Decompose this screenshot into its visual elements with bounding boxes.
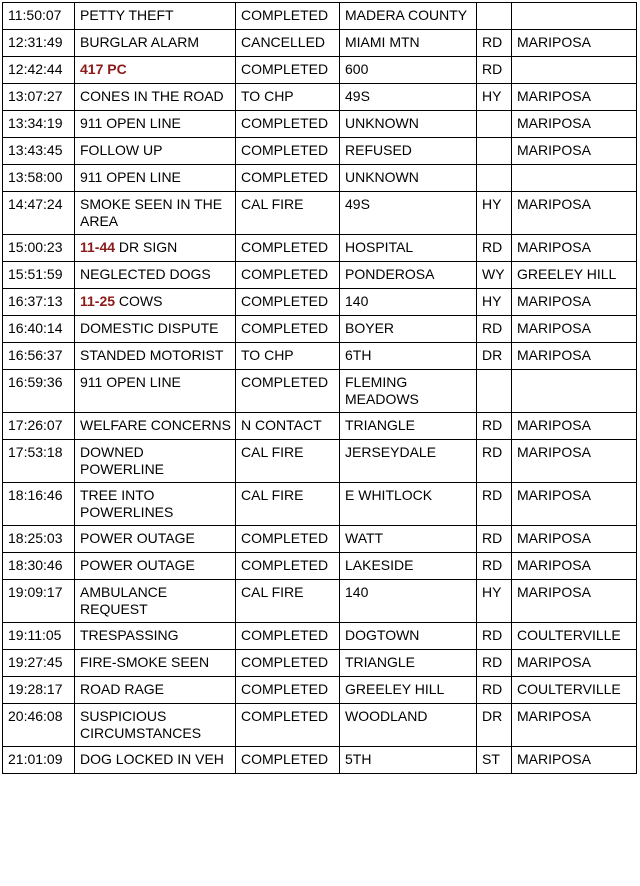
time-cell: 12:31:49 [3,30,75,57]
type-cell: RD [477,623,512,650]
city-cell: MARIPOSA [512,111,637,138]
city-cell [512,370,637,413]
status-cell: CANCELLED [236,30,340,57]
status-cell: COMPLETED [236,138,340,165]
location-cell: WOODLAND [340,704,477,747]
time-cell: 11:50:07 [3,3,75,30]
table-row [3,526,637,553]
incident-text: DOWNED POWERLINE [80,444,165,477]
location-cell: LAKESIDE [340,553,477,580]
incident-text: FIRE-SMOKE SEEN [80,654,210,670]
location-cell: 6TH [340,343,477,370]
incident-cell [75,370,236,413]
location-cell: MIAMI MTN [340,30,477,57]
incident-cell [75,343,236,370]
time-cell: 14:47:24 [3,192,75,235]
city-cell: MARIPOSA [512,526,637,553]
table-row [3,370,637,413]
time-cell: 19:09:17 [3,580,75,623]
type-cell: WY [477,262,512,289]
incident-text: DOMESTIC DISPUTE [80,320,219,336]
location-cell: 49S [340,84,477,111]
incident-cell [75,677,236,704]
incident-cell [75,3,236,30]
city-cell: MARIPOSA [512,343,637,370]
location-cell: UNKNOWN [340,111,477,138]
incident-text: DOG LOCKED IN VEH [80,751,224,767]
time-cell: 20:46:08 [3,704,75,747]
status-cell: CAL FIRE [236,440,340,483]
status-cell: COMPLETED [236,289,340,316]
city-cell: MARIPOSA [512,235,637,262]
location-cell: HOSPITAL [340,235,477,262]
status-cell: COMPLETED [236,262,340,289]
incident-cell [75,483,236,526]
time-cell: 16:56:37 [3,343,75,370]
city-cell: MARIPOSA [512,747,637,774]
city-cell: MARIPOSA [512,553,637,580]
city-cell [512,57,637,84]
location-cell: 600 [340,57,477,84]
city-cell: MARIPOSA [512,192,637,235]
time-cell: 19:11:05 [3,623,75,650]
type-cell [477,165,512,192]
incident-cell [75,553,236,580]
incident-text: BURGLAR ALARM [80,34,200,50]
incident-text: ROAD RAGE [80,681,165,697]
incident-text: FOLLOW UP [80,142,163,158]
status-cell: COMPLETED [236,235,340,262]
incident-code: 11-25 [80,293,116,309]
time-cell: 13:34:19 [3,111,75,138]
status-cell: COMPLETED [236,3,340,30]
table-row [3,440,637,483]
city-cell: COULTERVILLE [512,677,637,704]
incident-text: TREE INTO POWERLINES [80,487,174,520]
location-cell: REFUSED [340,138,477,165]
type-cell [477,111,512,138]
city-cell: MARIPOSA [512,650,637,677]
incident-code: 11-44 [80,239,116,255]
location-cell: JERSEYDALE [340,440,477,483]
table-row [3,235,637,262]
status-cell: COMPLETED [236,704,340,747]
location-cell: TRIANGLE [340,650,477,677]
status-cell: CAL FIRE [236,483,340,526]
city-cell: MARIPOSA [512,289,637,316]
incident-text: TRESPASSING [80,627,179,643]
status-cell: COMPLETED [236,650,340,677]
incident-text: PETTY THEFT [80,7,174,23]
incident-cell [75,580,236,623]
table-row [3,553,637,580]
type-cell: HY [477,84,512,111]
incident-text: DR SIGN [115,239,178,255]
incident-text: 911 OPEN LINE [80,115,181,131]
incident-log-body [3,3,637,774]
table-row [3,343,637,370]
incident-text: WELFARE CONCERNS [80,417,231,433]
incident-cell [75,111,236,138]
table-row [3,483,637,526]
location-cell: PONDEROSA [340,262,477,289]
city-cell: MARIPOSA [512,580,637,623]
type-cell: HY [477,289,512,316]
location-cell: 49S [340,192,477,235]
status-cell: COMPLETED [236,57,340,84]
time-cell: 17:53:18 [3,440,75,483]
city-cell: MARIPOSA [512,84,637,111]
city-cell: MARIPOSA [512,30,637,57]
time-cell: 18:30:46 [3,553,75,580]
incident-text: STANDED MOTORIST [80,347,224,363]
type-cell: RD [477,316,512,343]
time-cell: 12:42:44 [3,57,75,84]
type-cell: RD [477,57,512,84]
incident-cell [75,526,236,553]
status-cell: COMPLETED [236,316,340,343]
time-cell: 21:01:09 [3,747,75,774]
location-cell: 5TH [340,747,477,774]
table-row [3,413,637,440]
location-cell: MADERA COUNTY [340,3,477,30]
table-row [3,30,637,57]
time-cell: 15:00:23 [3,235,75,262]
city-cell: MARIPOSA [512,483,637,526]
city-cell: MARIPOSA [512,440,637,483]
incident-text: POWER OUTAGE [80,557,195,573]
incident-text: CONES IN THE ROAD [80,88,224,104]
table-row [3,677,637,704]
incident-cell [75,704,236,747]
table-row [3,165,637,192]
city-cell: COULTERVILLE [512,623,637,650]
table-row [3,580,637,623]
status-cell: N CONTACT [236,413,340,440]
table-row [3,316,637,343]
incident-cell [75,747,236,774]
incident-text: SUSPICIOUS CIRCUMSTANCES [80,708,202,741]
time-cell: 16:37:13 [3,289,75,316]
status-cell: COMPLETED [236,553,340,580]
type-cell: DR [477,343,512,370]
type-cell: DR [477,704,512,747]
status-cell: CAL FIRE [236,580,340,623]
incident-text: POWER OUTAGE [80,530,195,546]
incident-cell [75,84,236,111]
status-cell: COMPLETED [236,747,340,774]
incident-cell [75,440,236,483]
type-cell: RD [477,440,512,483]
time-cell: 19:27:45 [3,650,75,677]
type-cell: RD [477,30,512,57]
location-cell: DOGTOWN [340,623,477,650]
incident-text: 911 OPEN LINE [80,169,181,185]
time-cell: 13:43:45 [3,138,75,165]
incident-cell [75,623,236,650]
table-row [3,3,637,30]
type-cell [477,370,512,413]
time-cell: 13:58:00 [3,165,75,192]
city-cell: MARIPOSA [512,138,637,165]
incident-code: 417 PC [80,61,127,77]
incident-cell [75,30,236,57]
status-cell: COMPLETED [236,526,340,553]
type-cell: RD [477,677,512,704]
status-cell: TO CHP [236,343,340,370]
location-cell: TRIANGLE [340,413,477,440]
incident-log-table [2,2,637,774]
incident-cell [75,413,236,440]
time-cell: 16:40:14 [3,316,75,343]
time-cell: 15:51:59 [3,262,75,289]
type-cell [477,138,512,165]
incident-cell [75,650,236,677]
incident-text: 911 OPEN LINE [80,374,181,390]
incident-text: SMOKE SEEN IN THE AREA [80,196,223,229]
table-row [3,111,637,138]
incident-cell [75,262,236,289]
type-cell: RD [477,553,512,580]
location-cell: UNKNOWN [340,165,477,192]
incident-cell [75,57,236,84]
type-cell: ST [477,747,512,774]
city-cell [512,3,637,30]
type-cell: RD [477,650,512,677]
table-row [3,623,637,650]
location-cell: WATT [340,526,477,553]
table-row [3,289,637,316]
table-row [3,57,637,84]
status-cell: COMPLETED [236,165,340,192]
type-cell: RD [477,235,512,262]
status-cell: COMPLETED [236,370,340,413]
location-cell: 140 [340,580,477,623]
time-cell: 18:25:03 [3,526,75,553]
time-cell: 16:59:36 [3,370,75,413]
table-row [3,704,637,747]
city-cell [512,165,637,192]
incident-cell [75,165,236,192]
incident-text: AMBULANCE REQUEST [80,584,168,617]
incident-text: NEGLECTED DOGS [80,266,211,282]
table-row [3,84,637,111]
city-cell: MARIPOSA [512,413,637,440]
type-cell: RD [477,526,512,553]
location-cell: GREELEY HILL [340,677,477,704]
city-cell: MARIPOSA [512,704,637,747]
location-cell: 140 [340,289,477,316]
time-cell: 17:26:07 [3,413,75,440]
city-cell: MARIPOSA [512,316,637,343]
type-cell: RD [477,413,512,440]
table-row [3,747,637,774]
type-cell [477,3,512,30]
incident-cell [75,192,236,235]
time-cell: 13:07:27 [3,84,75,111]
status-cell: COMPLETED [236,111,340,138]
incident-cell [75,138,236,165]
incident-text: COWS [115,293,163,309]
type-cell: HY [477,192,512,235]
table-row [3,650,637,677]
location-cell: BOYER [340,316,477,343]
status-cell: COMPLETED [236,677,340,704]
status-cell: CAL FIRE [236,192,340,235]
city-cell: GREELEY HILL [512,262,637,289]
location-cell: E WHITLOCK [340,483,477,526]
table-row [3,262,637,289]
location-cell: FLEMING MEADOWS [340,370,477,413]
table-row [3,192,637,235]
type-cell: RD [477,483,512,526]
type-cell: HY [477,580,512,623]
time-cell: 18:16:46 [3,483,75,526]
table-row [3,138,637,165]
incident-cell [75,289,236,316]
incident-cell [75,316,236,343]
incident-cell [75,235,236,262]
status-cell: TO CHP [236,84,340,111]
time-cell: 19:28:17 [3,677,75,704]
status-cell: COMPLETED [236,623,340,650]
